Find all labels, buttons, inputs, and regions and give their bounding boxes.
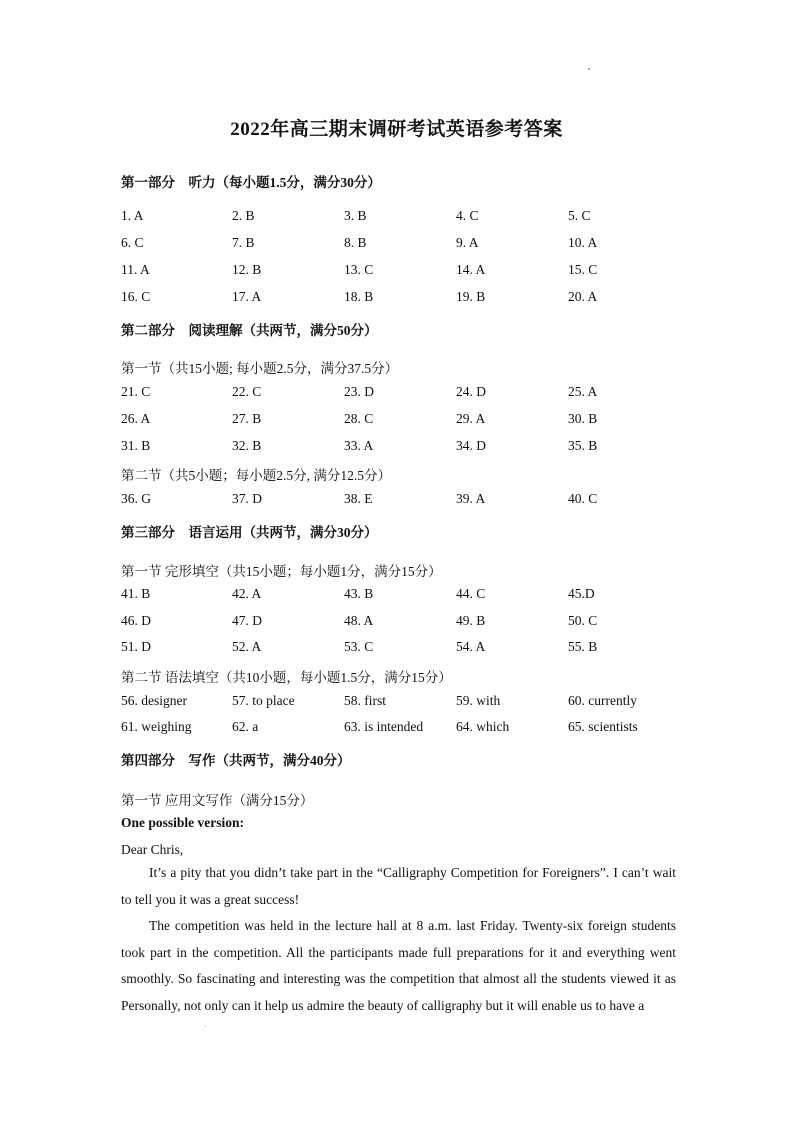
answer-cell: 48. A [344, 613, 374, 628]
part2-heading: 第二部分 阅读理解（共两节，满分50分） [121, 323, 378, 338]
answer-cell: 61. weighing [121, 719, 192, 734]
answer-cell: 3. B [344, 208, 367, 223]
answer-cell: 51. D [121, 639, 151, 654]
answer-cell: 34. D [456, 438, 486, 453]
answer-cell: 20. A [568, 289, 598, 304]
answer-cell: 49. B [456, 613, 486, 628]
answer-cell: 59. with [456, 693, 501, 708]
letter-body [0, 860, 676, 1030]
answer-cell: 17. A [232, 289, 262, 304]
letter-paragraph: The competition was held in the lecture hall at 8 a.m. last Friday. Twenty-six foreign students took part in the competition. All the participants made full preparations for it and everything went smoothly. So fascinating and interesting was the competition that almost all the students viewed it as Personally, not only can it help us admire the beauty of calligraphy but it will enable us to have a [121, 918, 676, 1013]
answer-cell: 54. A [456, 639, 486, 654]
answer-cell: 12. B [232, 262, 262, 277]
answer-cell: 46. D [121, 613, 151, 628]
answer-cell: 16. C [121, 289, 151, 304]
answer-cell: 56. designer [121, 693, 187, 708]
answer-cell: 29. A [456, 411, 486, 426]
answer-cell: 50. C [568, 613, 598, 628]
letter-salutation: Dear Chris, [121, 842, 184, 857]
answer-cell: 32. B [232, 438, 262, 453]
part3-heading: 第三部分 语言运用（共两节，满分30分） [121, 525, 378, 540]
part2-section1-heading: 第一节（共15小题; 每小题2.5分，满分37.5分） [121, 361, 399, 376]
answer-cell: 22. C [232, 384, 262, 399]
answer-cell: 53. C [344, 639, 374, 654]
part3-section2-heading: 第二节 语法填空（共10小题，每小题1.5分，满分15分） [121, 670, 452, 685]
answer-cell: 36. G [121, 491, 151, 506]
answer-cell: 8. B [344, 235, 367, 250]
page-title: 2022年高三期末调研考试英语参考答案 [230, 119, 563, 140]
answer-cell: 33. A [344, 438, 374, 453]
answer-cell: 57. to place [232, 693, 295, 708]
answer-cell: 30. B [568, 411, 598, 426]
answer-cell: 2. B [232, 208, 255, 223]
answer-cell: 24. D [456, 384, 486, 399]
answer-cell: 5. C [568, 208, 591, 223]
answer-cell: 1. A [121, 208, 144, 223]
answer-cell: 35. B [568, 438, 598, 453]
answer-cell: 42. A [232, 586, 262, 601]
answer-cell: 52. A [232, 639, 262, 654]
decorative-dot [205, 1026, 206, 1027]
answer-cell: 15. C [568, 262, 598, 277]
answer-cell: 55. B [568, 639, 598, 654]
answer-cell: 26. A [121, 411, 151, 426]
answer-cell: 63. is intended [344, 719, 424, 734]
answer-cell: 27. B [232, 411, 262, 426]
answer-cell: 21. C [121, 384, 151, 399]
answer-cell: 10. A [568, 235, 598, 250]
answer-cell: 39. A [456, 491, 486, 506]
answer-cell: 11. A [121, 262, 150, 277]
answer-cell: 4. C [456, 208, 479, 223]
answer-cell: 65. scientists [568, 719, 638, 734]
answer-cell: 40. C [568, 491, 598, 506]
part3-section1-heading: 第一节 完形填空（共15小题；每小题1分，满分15分） [121, 564, 442, 579]
answer-cell: 14. A [456, 262, 486, 277]
part2-section2-heading: 第二节（共5小题；每小题2.5分, 满分12.5分） [121, 468, 391, 483]
part4-section1-heading: 第一节 应用文写作（满分15分） [121, 793, 314, 808]
version-label: One possible version: [121, 815, 245, 830]
answer-cell: 7. B [232, 235, 255, 250]
answer-cell: 18. B [344, 289, 374, 304]
answer-cell: 41. B [121, 586, 151, 601]
answer-cell: 6. C [121, 235, 144, 250]
answer-cell: 47. D [232, 613, 262, 628]
answer-cell: 58. first [344, 693, 386, 708]
answer-cell: 23. D [344, 384, 374, 399]
answer-cell: 13. C [344, 262, 374, 277]
answer-cell: 60. currently [568, 693, 637, 708]
answer-cell: 25. A [568, 384, 598, 399]
answer-cell: 45.D [568, 586, 595, 601]
part1-heading: 第一部分 听力（每小题1.5分，满分30分） [121, 175, 381, 190]
answer-cell: 43. B [344, 586, 374, 601]
part4-heading: 第四部分 写作（共两节，满分40分） [121, 753, 351, 768]
decorative-dot [588, 68, 590, 70]
answer-cell: 62. a [232, 719, 259, 734]
answer-cell: 31. B [121, 438, 151, 453]
answer-cell: 44. C [456, 586, 486, 601]
answer-cell: 28. C [344, 411, 374, 426]
answer-cell: 37. D [232, 491, 262, 506]
answer-cell: 38. E [344, 491, 373, 506]
answer-cell: 64. which [456, 719, 510, 734]
letter-paragraph: It’s a pity that you didn’t take part in the “Calligraphy Competition for Foreigners”. I can’t wait to tell you it was a great success! [121, 865, 676, 907]
answer-cell: 9. A [456, 235, 479, 250]
answer-cell: 19. B [456, 289, 486, 304]
